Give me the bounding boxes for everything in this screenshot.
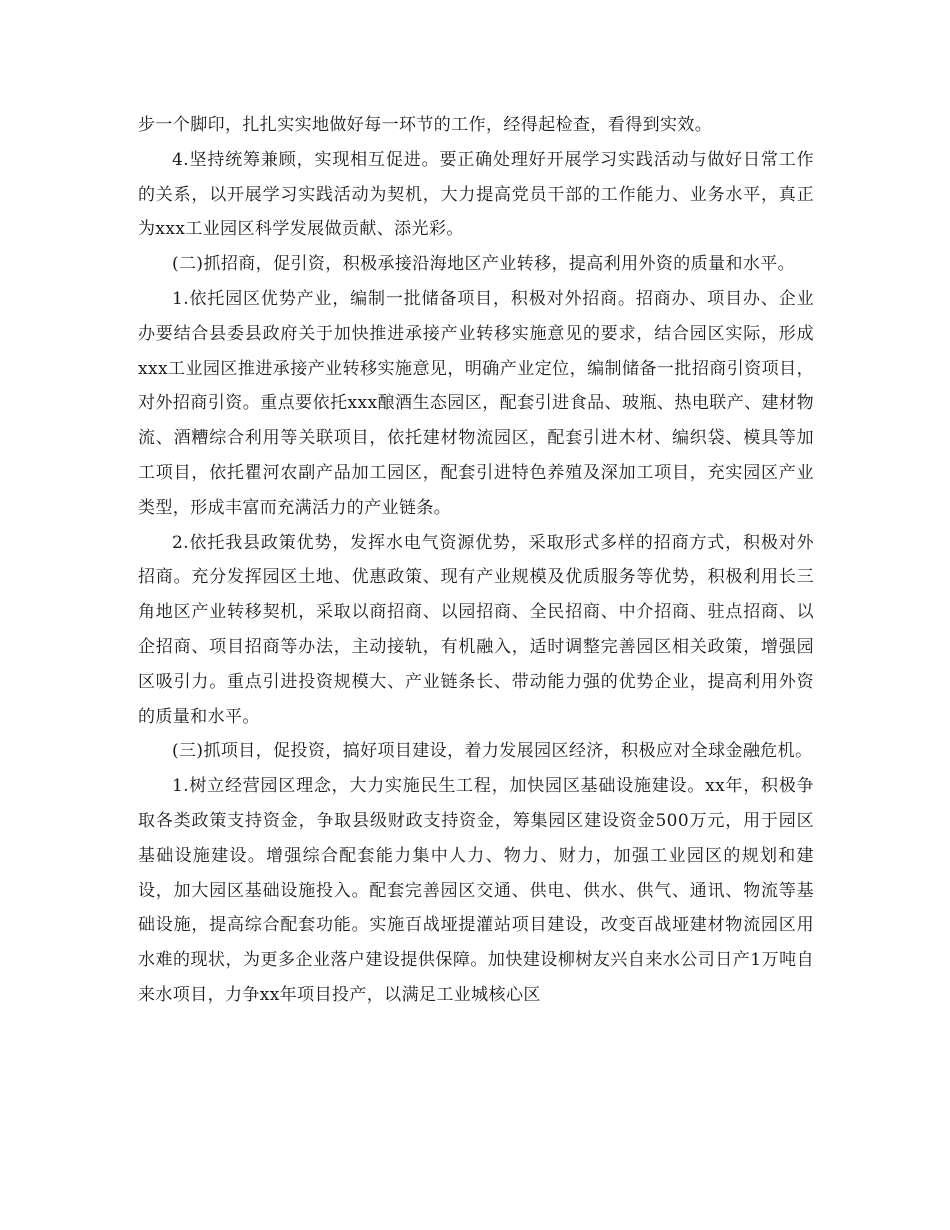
section-heading-3: (三)抓项目，促投资，搞好项目建设，着力发展园区经济，积极应对全球金融危机。 [172,741,813,762]
paragraph-item-1-investment: 1.依托园区优势产业，编制一批储备项目，积极对外招商。招商办、项目办、企业办要结合县委县政府关于加快推进承接产业转移实施意见的要求，结合园区实际，形成xxx工业园区推进承接产业转移实施意见，明确产业定位，编制储备一批招商引资项目，对外招商引资。重点要依托xxx酿酒生态园区，配套引进食品、玻瓶、热电联产、建材物流、酒糟综合利用等关联项目，依托建材物流园区，配套引进木材、编织袋、模具等加工项目，依托瞿河农副产品加工园区，配套引进特色养殖及深加工项目，充实园区产业类型，形成丰富而充满活力的产业链条。 [138,288,814,518]
paragraph-item-1-projects: 1.树立经营园区理念，大力实施民生工程，加快园区基础设施建设。xx年，积极争取各类政策支持资金，争取县级财政支持资金，筹集园区建设资金500万元，用于园区基础设施建设。增强综合配套能力集中人力、物力、财力，加强工业园区的规划和建设，加大园区基础设施投入。配套完善园区交通、供电、供水、供气、通讯、物流等基础设施，提高综合配套功能。实施百战垭提灌站项目建设，改变百战垭建材物流园区用水难的现状，为更多企业落户建设提供保障。加快建设柳树友兴自来水公司日产1万吨自来水项目，力争xx年项目投产，以满足工业城核心区 [138,776,814,1005]
paragraph-item-2-investment: 2.依托我县政策优势，发挥水电气资源优势，采取形式多样的招商方式，积极对外招商。充分发挥园区土地、优惠政策、现有产业规模及优质服务等优势，积极利用长三角地区产业转移契机，采取以商招商、以园招商、全民招商、中介招商、驻点招商、以企招商、项目招商等办法，主动接轨，有机融入，适时调整完善园区相关政策，增强园区吸引力。重点引进投资规模大、产业链条长、带动能力强的优势企业，提高利用外资的质量和水平。 [138,532,814,727]
section-heading-2: (二)抓招商，促引资，积极承接沿海地区产业转移，提高利用外资的质量和水平。 [172,254,796,275]
document-page [138,108,814,1013]
paragraph-item-4: 4.坚持统筹兼顾，实现相互促进。要正确处理好开展学习实践活动与做好日常工作的关系，以开展学习实践活动为契机，大力提高党员干部的工作能力、业务水平，真正为xxx工业园区科学发展做贡献、添光彩。 [138,149,814,240]
paragraph-continuation: 步一个脚印，扎扎实实地做好每一环节的工作，经得起检查，看得到实效。 [138,115,713,135]
